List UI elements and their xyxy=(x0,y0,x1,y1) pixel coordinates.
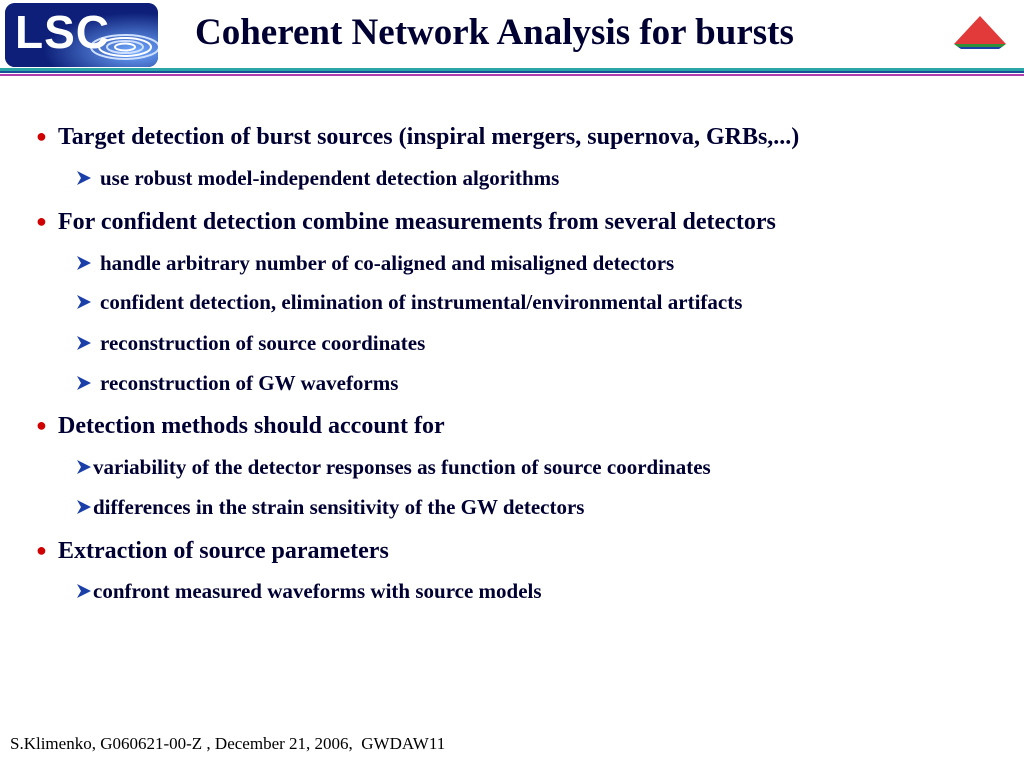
blue-arrowhead-bullet-icon xyxy=(76,375,100,391)
blue-arrowhead-bullet-icon xyxy=(76,294,100,310)
bullet-text: variability of the detector responses as function of source coordinates xyxy=(93,455,711,479)
bullet-text: Extraction of source parameters xyxy=(58,538,389,564)
bullet-text: use robust model-independent detection algorithms xyxy=(100,166,560,190)
lsc-logo xyxy=(5,3,158,67)
list-item xyxy=(76,579,542,603)
header-rule-magenta xyxy=(0,74,1024,76)
bullet-text: For confident detection combine measurements from several detectors xyxy=(58,209,776,235)
bullet-text: confront measured waveforms with source models xyxy=(93,579,542,603)
list-item xyxy=(36,411,445,440)
blue-arrowhead-bullet-icon xyxy=(76,499,93,515)
logo-text: LSC xyxy=(15,6,110,58)
header-rule-blue xyxy=(0,71,1024,73)
prism-triangle-icon xyxy=(952,14,1008,50)
list-item xyxy=(36,122,799,151)
blue-arrowhead-bullet-icon xyxy=(76,459,93,475)
list-item xyxy=(76,455,711,479)
list-item xyxy=(76,331,425,355)
bullet-text: reconstruction of GW waveforms xyxy=(100,371,399,395)
bullet-text: handle arbitrary number of co-aligned and misaligned detectors xyxy=(100,251,675,275)
list-item xyxy=(36,207,776,236)
list-item xyxy=(36,536,389,565)
list-item xyxy=(76,166,559,190)
list-item xyxy=(76,495,584,519)
list-item xyxy=(76,371,398,395)
bullet-text: confident detection, elimination of instrumental/environmental artifacts xyxy=(100,290,743,314)
red-dot-bullet-icon: ● xyxy=(36,126,47,146)
list-item xyxy=(76,290,742,314)
blue-arrowhead-bullet-icon xyxy=(76,583,93,599)
bullet-text: reconstruction of source coordinates xyxy=(100,331,426,355)
blue-arrowhead-bullet-icon xyxy=(76,335,100,351)
blue-arrowhead-bullet-icon xyxy=(76,170,100,186)
slide-footer: S.Klimenko, G060621-00-Z , December 21, 2006, GWDAW11 xyxy=(10,734,446,753)
bullet-text: Detection methods should account for xyxy=(58,413,445,439)
page-title: Coherent Network Analysis for bursts xyxy=(195,12,794,53)
bullet-text: Target detection of burst sources (inspiral mergers, supernova, GRBs,...) xyxy=(58,124,800,150)
red-dot-bullet-icon: ● xyxy=(36,540,47,560)
bullet-text: differences in the strain sensitivity of the GW detectors xyxy=(93,495,585,519)
blue-arrowhead-bullet-icon xyxy=(76,255,100,271)
list-item xyxy=(76,251,674,275)
red-dot-bullet-icon: ● xyxy=(36,415,47,435)
red-dot-bullet-icon: ● xyxy=(36,211,47,231)
